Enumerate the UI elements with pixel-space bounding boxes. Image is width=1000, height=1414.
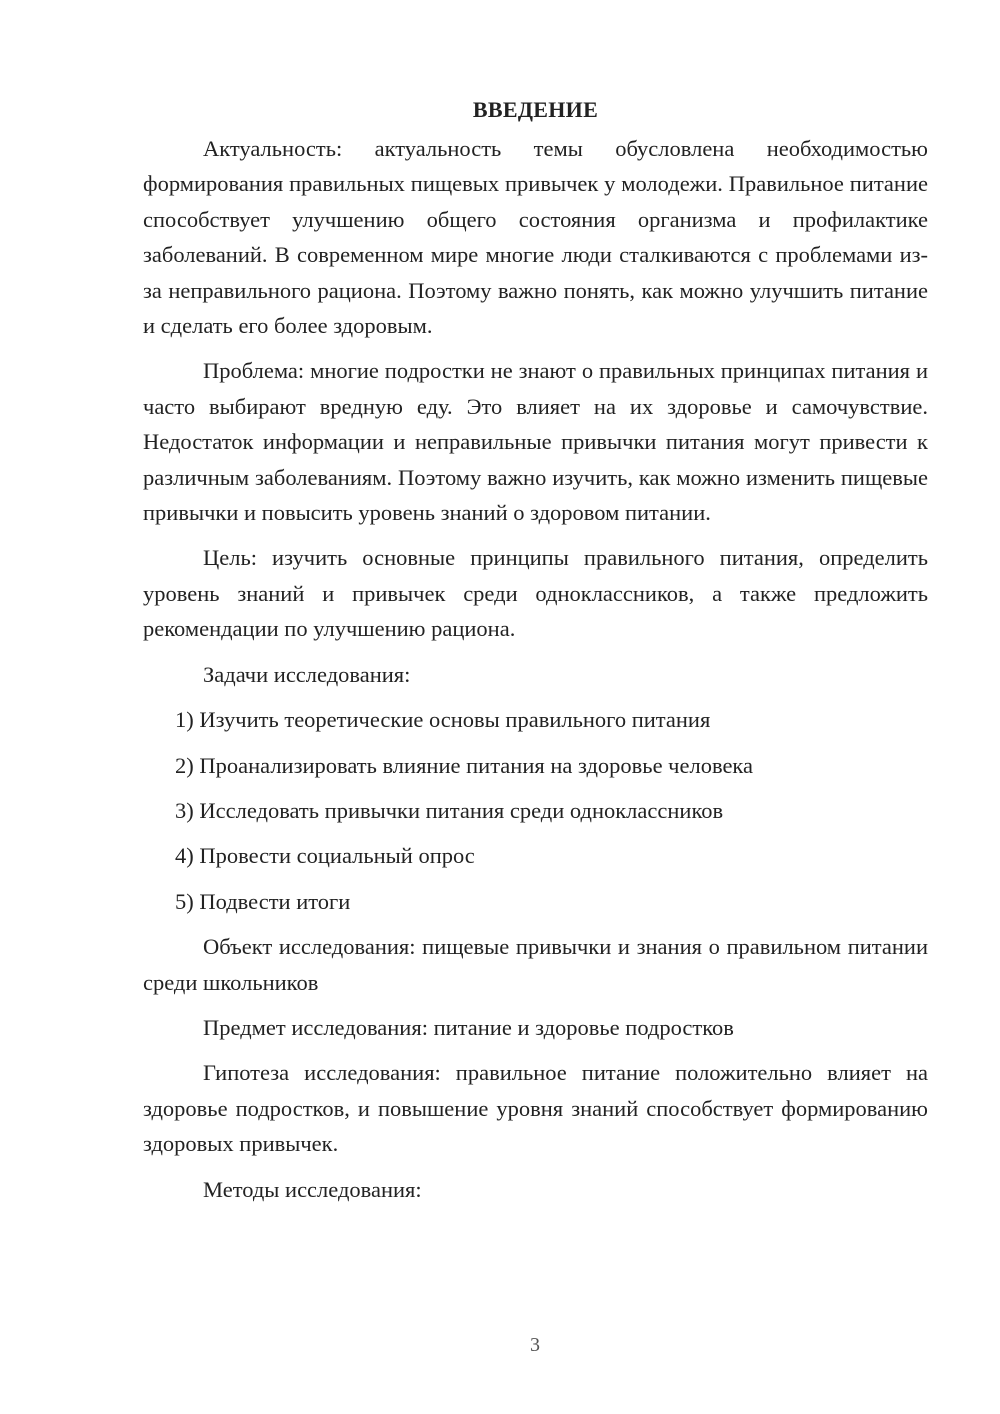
- tasks-label: Задачи исследования:: [203, 661, 411, 687]
- object-paragraph: Объект исследования: пищевые привычки и знания о правильном питании среди школьников: [143, 934, 928, 995]
- goal-paragraph: Цель: изучить основные принципы правильного питания, определить уровень знаний и привычек среди одноклассников, а также предложить рекомендации по улучшению рациона.: [143, 545, 928, 642]
- list-item: 5) Подвести итоги: [175, 888, 351, 914]
- tasks-list: [143, 702, 928, 919]
- list-item: 4) Провести социальный опрос: [175, 843, 475, 869]
- methods-label: Методы исследования:: [203, 1176, 422, 1202]
- list-item: 2) Проанализировать влияние питания на здоровье человека: [175, 752, 754, 778]
- list-item: 1) Изучить теоретические основы правильного питания: [175, 707, 711, 733]
- subject-paragraph: Предмет исследования: питание и здоровье подростков: [203, 1014, 734, 1040]
- page-title: ВВЕДЕНИЕ: [472, 97, 599, 122]
- problem-paragraph: Проблема: многие подростки не знают о правильных принципах питания и часто выбирают вредную еду. Это влияет на их здоровье и самочувствие. Недостаток информации и неправильные привычки питания могут привести к различным заболеваниям. Поэтому важно изучить, как можно изменить пищевые привычки и повысить уровень знаний о здоровом питании.: [143, 358, 928, 526]
- list-item: 3) Исследовать привычки питания среди одноклассников: [175, 797, 724, 823]
- relevance-paragraph: Актуальность: актуальность темы обусловлена необходимостью формирования правильных пищевых привычек у молодежи. Правильное питание способствует улучшению общего состояния организма и профилактике заболеваний. В современном мире многие люди сталкиваются с проблемами из-за неправильного рациона. Поэтому важно понять, как можно улучшить питание и сделать его более здоровым.: [143, 136, 928, 339]
- hypothesis-paragraph: Гипотеза исследования: правильное питание положительно влияет на здоровье подростков, и повышение уровня знаний способствует формированию здоровых привычек.: [143, 1060, 928, 1157]
- page-number: 3: [530, 1334, 540, 1356]
- document-page: [143, 92, 928, 1217]
